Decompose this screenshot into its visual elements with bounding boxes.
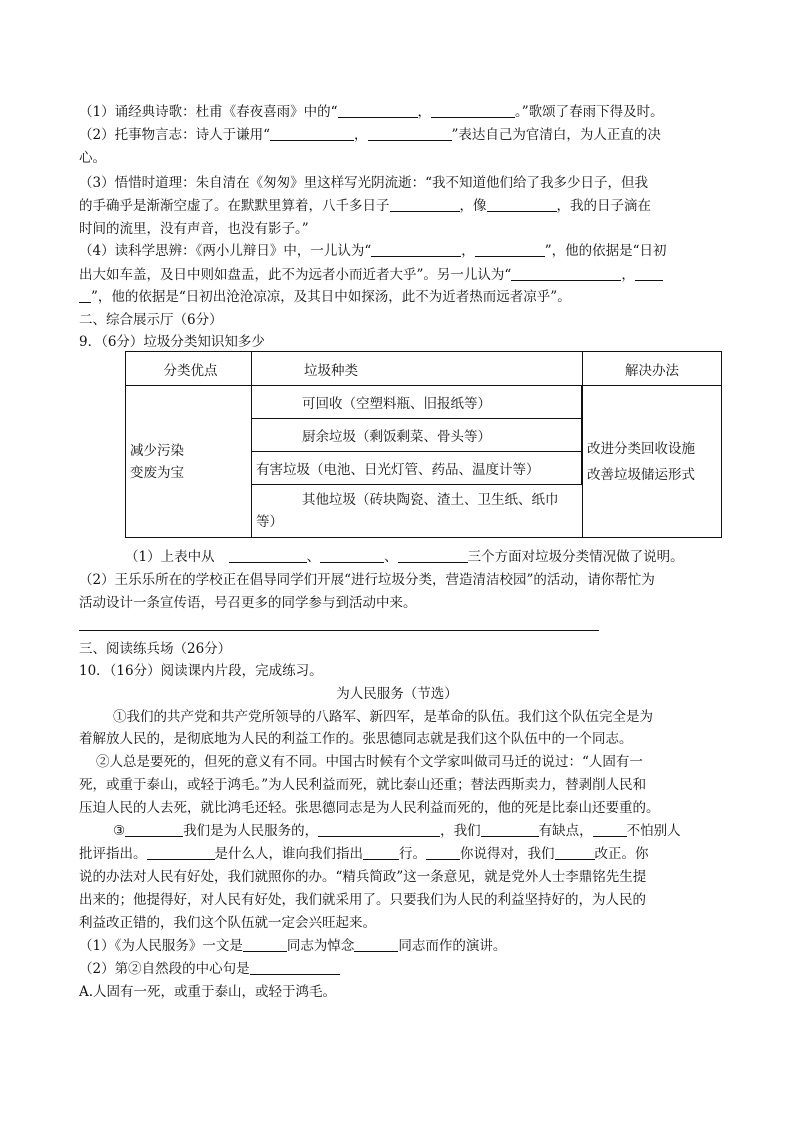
q8-line4c bbox=[79, 286, 571, 308]
p3-text-10: 改正。你 bbox=[594, 846, 649, 862]
p3-text-8: 行。 bbox=[399, 846, 426, 862]
answer-blank[interactable] bbox=[390, 197, 460, 212]
advantage-2: 变废为宝 bbox=[130, 464, 184, 481]
type-cell bbox=[252, 386, 583, 538]
answer-blank[interactable] bbox=[555, 845, 595, 860]
solution-cell bbox=[583, 386, 722, 538]
q8-3-text-c: ，像 bbox=[459, 198, 487, 214]
passage-p2-line3: 压迫人民的人去死，就比鸿毛还轻。张思德同志是为人民利益而死的，他的死是比泰山还要重的。 bbox=[79, 800, 660, 816]
type-recyclable: 可回收（空塑料瓶、旧报纸等） bbox=[252, 386, 582, 419]
answer-blank[interactable] bbox=[79, 288, 91, 303]
type-other bbox=[252, 485, 582, 538]
header-type: 垃圾种类 bbox=[252, 352, 583, 386]
passage-p3-line4: 出来的；他提得好，对人民有好处，我们就采用了。只要我们为人民的利益坚持好的，为人民的 bbox=[79, 892, 646, 908]
q10-sub1 bbox=[79, 935, 506, 957]
answer-blank[interactable] bbox=[363, 845, 399, 860]
answer-blank[interactable] bbox=[243, 937, 287, 952]
q8-line2 bbox=[79, 124, 661, 146]
q8-3-text-d: ，我的日子滴在 bbox=[556, 198, 651, 214]
q8-1-text-c: 。”歌颂了春雨下得及时。 bbox=[515, 104, 664, 120]
passage-p3-line5: 利益改正错的，我们这个队伍就一定会兴旺起来。 bbox=[79, 915, 376, 931]
answer-blank[interactable] bbox=[475, 242, 545, 257]
q8-line3b bbox=[79, 195, 651, 217]
answer-blank[interactable] bbox=[318, 822, 440, 837]
q8-line4b bbox=[79, 264, 663, 286]
passage-p1-line1: ①我们的共产党和共产党所领导的八路军、新四军，是革命的队伍。我们这个队伍完全是为 bbox=[113, 709, 653, 725]
p3-text-9: 你说得对，我们 bbox=[460, 846, 555, 862]
q8-1-text-a: （1）诵经典诗歌：杜甫《春夜喜雨》中的“ bbox=[79, 104, 338, 120]
q8-2-text-c: ”表达自己为官清白，为人正直的决 bbox=[451, 127, 661, 143]
q8-line1 bbox=[79, 101, 664, 123]
q8-line2b: 心。 bbox=[79, 150, 106, 166]
p3-text-3: ，我们 bbox=[440, 823, 481, 839]
q10-sub2 bbox=[79, 958, 340, 980]
p3-text-5: 不怕别人 bbox=[626, 823, 681, 839]
q10-heading: 10．（16分）阅读课内片段，完成练习。 bbox=[79, 663, 323, 679]
type-kitchen: 厨余垃圾（剩饭剩菜、骨头等） bbox=[252, 419, 582, 452]
q8-4-text-d: 出大如车盖，及日中则如盘盂，此不为远者小而近者大乎”。另一儿认为“ bbox=[79, 267, 512, 283]
passage-p3-line1 bbox=[113, 820, 681, 842]
solution-2: 改善垃圾储运形式 bbox=[587, 466, 695, 483]
q8-2-text-a: （2）托事物言志：诗人于谦用“ bbox=[79, 127, 270, 143]
p3-text-7: 是什么人，谁向我们指出 bbox=[214, 846, 363, 862]
q8-line4 bbox=[79, 240, 667, 262]
answer-blank[interactable] bbox=[371, 242, 461, 257]
q8-4-text-c: ”，他的依据是“日初 bbox=[544, 243, 667, 259]
answer-blank[interactable] bbox=[147, 845, 215, 860]
passage-p2-line2: 死，或重于泰山，或轻于鸿毛。”为人民利益而死，就比泰山还重；替法西斯卖力，替剥削人民和 bbox=[79, 777, 647, 793]
q9-heading: 9．（6分）垃圾分类知识知多少 bbox=[79, 334, 265, 350]
answer-blank[interactable] bbox=[398, 548, 468, 563]
answer-blank[interactable] bbox=[338, 103, 418, 118]
q9-1-text-d: 三个方面对垃圾分类情况做了说明。 bbox=[467, 549, 684, 565]
p3-text-1: ③ bbox=[113, 823, 126, 839]
q10-1-text-b: 同志为悼念 bbox=[286, 938, 355, 954]
q10-1-text-c: 同志而作的演讲。 bbox=[398, 938, 507, 954]
section-3-heading: 三、阅读练兵场（26分） bbox=[79, 641, 232, 657]
q8-1-text-b: ， bbox=[417, 104, 431, 120]
answer-blank[interactable] bbox=[320, 548, 384, 563]
q9-1-text-b: 、 bbox=[306, 549, 321, 565]
section-2-heading: 二、综合展示厅（6分） bbox=[79, 312, 223, 328]
solution-1: 改进分类回收设施 bbox=[587, 440, 695, 457]
answer-blank[interactable] bbox=[125, 822, 183, 837]
q9-1-text-c: 、 bbox=[384, 549, 398, 565]
passage-p3-line3: 说的办法对人民有好处，我们就照你的办。“精兵简政”这一条意见，就是党外人士李鼎铭先生提 bbox=[79, 869, 647, 885]
answer-line[interactable] bbox=[79, 630, 599, 631]
type-list bbox=[252, 386, 582, 537]
q8-line3c: 时间的流里，没有声音，也没有影子。” bbox=[79, 221, 309, 237]
type-other-b: 等） bbox=[256, 514, 283, 530]
q8-4-text-b: ， bbox=[461, 243, 475, 259]
p3-text-4: 有缺点， bbox=[538, 823, 593, 839]
answer-blank[interactable] bbox=[481, 822, 539, 837]
header-solution: 解决办法 bbox=[583, 352, 722, 386]
answer-blank[interactable] bbox=[250, 960, 340, 975]
answer-blank[interactable] bbox=[368, 126, 452, 141]
q9-sub2: （2）王乐乐所在的学校正在倡导同学们开展“进行垃圾分类，营造清洁校园”的活动，请你帮忙为 bbox=[79, 572, 655, 588]
q8-2-text-b: ， bbox=[354, 127, 368, 143]
q8-4-text-f: ”，他的依据是“日初出沧沧凉凉，及其日中如探汤，此不为近者热而远者凉乎”。 bbox=[91, 289, 571, 305]
answer-blank[interactable] bbox=[426, 845, 460, 860]
p3-text-6: 批评指出。 bbox=[79, 846, 147, 862]
q8-4-text-a: （4）读科学思辨：《两小儿辩日》中，一儿认为“ bbox=[79, 243, 372, 259]
q8-line3: （3）悟惜时道理：朱自清在《匆匆》里这样写光阴流逝：“我不知道他们给了我多少日子，但我 bbox=[79, 175, 648, 191]
q9-sub1 bbox=[125, 546, 684, 568]
advantage-cell bbox=[126, 386, 252, 538]
answer-blank[interactable] bbox=[593, 822, 627, 837]
answer-blank[interactable] bbox=[229, 548, 307, 563]
passage-p3-line2 bbox=[79, 843, 649, 865]
passage-p2-line1: ②人总是要死的，但死的意义有不同。中国古时候有个文学家叫做司马迁的说过：“人固有一 bbox=[96, 754, 643, 770]
answer-blank[interactable] bbox=[270, 126, 354, 141]
option-a[interactable]: A.人固有一死，或重于泰山，或轻于鸿毛。 bbox=[79, 984, 337, 1000]
passage-title: 为人民服务（节选） bbox=[336, 686, 458, 702]
answer-blank[interactable] bbox=[635, 266, 663, 281]
q8-3-text-b: 的手确乎是渐渐空虚了。在默默里算着，八千多日子 bbox=[79, 198, 390, 214]
q9-1-text-a: （1）上表中从 bbox=[125, 549, 215, 565]
garbage-classification-table bbox=[125, 351, 722, 538]
answer-blank[interactable] bbox=[511, 266, 621, 281]
q10-1-text-a: （1）《为人民服务》一文是 bbox=[79, 938, 243, 954]
q9-sub2b: 活动设计一条宣传语，号召更多的同学参与到活动中来。 bbox=[79, 595, 417, 611]
answer-blank[interactable] bbox=[487, 197, 557, 212]
type-other-a: 其他垃圾（砖块陶瓷、渣土、卫生纸、纸巾 bbox=[302, 492, 559, 508]
q10-2-text: （2）第②自然段的中心句是 bbox=[79, 961, 250, 977]
passage-p1-line2: 着解放人民的，是彻底地为人民的利益工作的。张思德同志就是我们这个队伍中的一个同志。 bbox=[79, 731, 633, 747]
answer-blank[interactable] bbox=[431, 103, 515, 118]
p3-text-2: 我们是为人民服务的， bbox=[183, 823, 319, 839]
type-hazardous: 有害垃圾（电池、日光灯管、药品、温度计等） bbox=[252, 452, 582, 485]
answer-blank[interactable] bbox=[354, 937, 398, 952]
advantage-1: 减少污染 bbox=[130, 442, 184, 459]
q8-4-text-e: ， bbox=[621, 267, 635, 283]
header-advantage: 分类优点 bbox=[126, 352, 252, 386]
